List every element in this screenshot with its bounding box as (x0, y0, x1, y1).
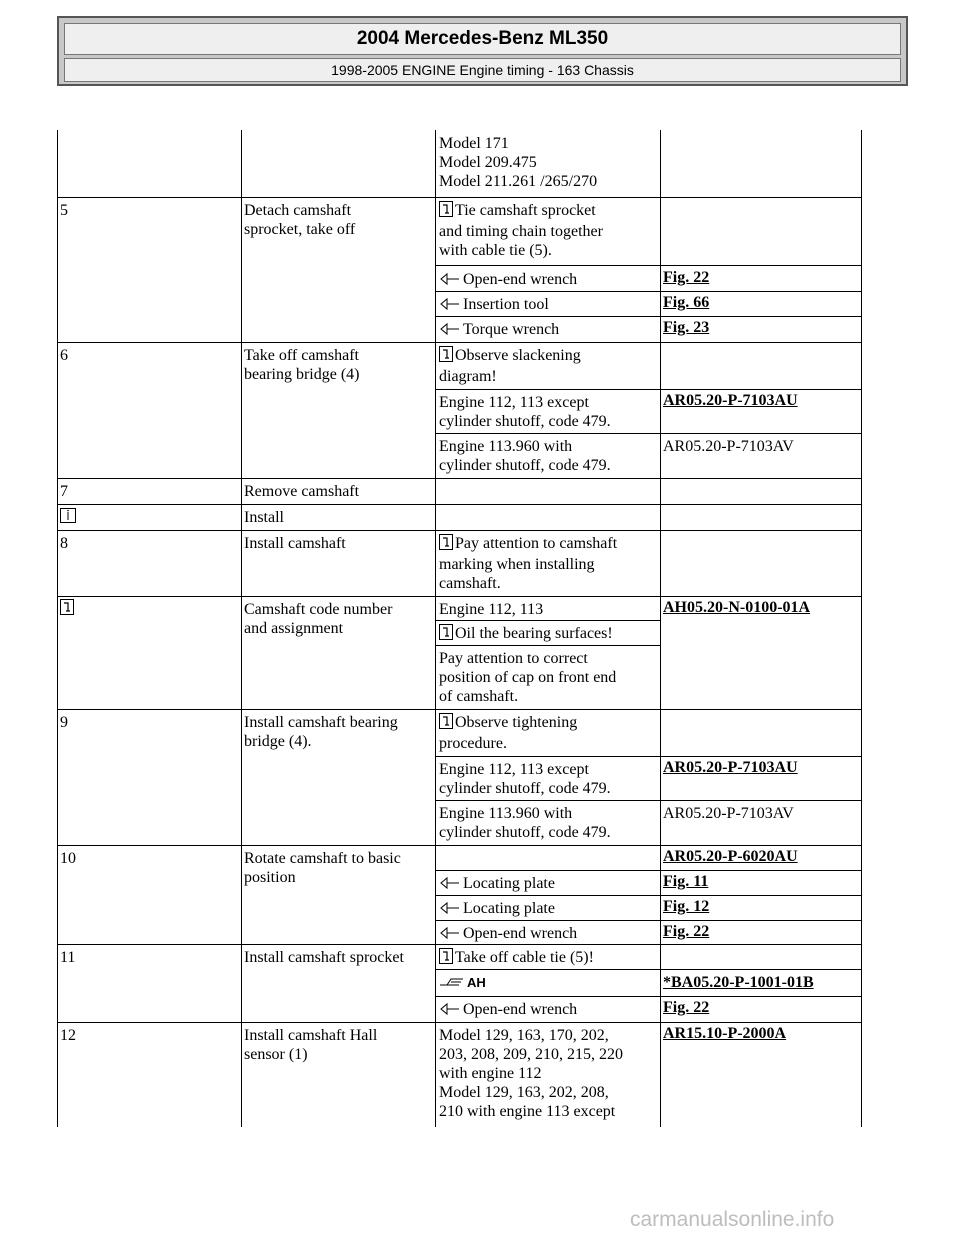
note-line: Observe tightening (455, 714, 578, 731)
info-icon (60, 508, 76, 528)
document-title: 2004 Mercedes-Benz ML350 (64, 23, 901, 55)
ah-link[interactable]: AH05.20-N-0100-01A (663, 599, 811, 616)
wrench-icon (439, 272, 461, 291)
figure-link[interactable] (663, 872, 708, 891)
engine-condition (439, 437, 611, 475)
note-icon (439, 624, 453, 645)
engine-condition: Engine 112, 113 (439, 601, 544, 618)
engine-condition (439, 804, 611, 842)
note-line: marking when installing (439, 556, 595, 573)
note-icon (439, 534, 453, 555)
note-icon (439, 713, 453, 734)
note (439, 948, 594, 969)
condition-line: Engine 112, 113 except (439, 761, 589, 778)
tool-label: Open-end wrench (463, 1001, 578, 1018)
note-icon (60, 599, 74, 620)
description-line: Install camshaft Hall (244, 1027, 378, 1044)
note (439, 649, 616, 706)
condition-line: cylinder shutoff, code 479. (439, 780, 611, 797)
tool-label: Open-end wrench (463, 925, 578, 942)
subrow-divider (57, 596, 862, 597)
row-divider (57, 709, 862, 710)
condition-line: Engine 113.960 with (439, 438, 573, 455)
step-number: 9 (60, 714, 68, 731)
reference-link[interactable] (663, 391, 798, 410)
figure-link[interactable] (663, 922, 709, 941)
fig-link[interactable]: Fig. 66 (663, 294, 710, 311)
note-line: Pay attention to camshaft (455, 535, 618, 552)
row-divider (57, 342, 862, 343)
step-description: Install camshaft (244, 535, 346, 552)
step-description (244, 849, 401, 887)
note-line: Take off cable tie (5)! (455, 949, 594, 966)
section-label: Install (244, 509, 284, 526)
step-description (244, 600, 392, 638)
fig-link[interactable]: Fig. 11 (663, 873, 709, 890)
condition-line: Engine 112, 113 except (439, 394, 589, 411)
description-line: Detach camshaft (244, 202, 352, 219)
note-line: camshaft. (439, 575, 501, 592)
model-line: Model 171 (439, 135, 509, 152)
subrow-divider (435, 291, 862, 292)
subrow-divider (435, 920, 862, 921)
description-line: bridge (4). (244, 733, 312, 750)
ah-label: AH (467, 975, 486, 990)
subrow-divider (435, 645, 660, 646)
pointing-hand-icon (439, 975, 465, 994)
wrench-icon (439, 926, 461, 945)
reference-link[interactable] (663, 758, 798, 777)
step-description (244, 713, 398, 751)
description-line: Install camshaft bearing (244, 714, 398, 731)
tool-entry (439, 1000, 577, 1021)
subrow-divider (435, 996, 862, 997)
figure-link[interactable] (663, 897, 709, 916)
note-line: of camshaft. (439, 688, 519, 705)
note-icon (439, 948, 453, 969)
condition-line: cylinder shutoff, code 479. (439, 824, 611, 841)
step-description: Install camshaft sprocket (244, 949, 404, 966)
tool-entry (439, 270, 577, 291)
ba-link[interactable]: *BA05.20-P-1001-01B (663, 974, 814, 991)
note-icon (439, 201, 453, 222)
wrench-icon (439, 297, 461, 316)
step-description (244, 346, 360, 384)
note-line: diagram! (439, 368, 497, 385)
tool-entry (439, 899, 555, 920)
note-line: Observe slackening (455, 347, 581, 364)
ar-link[interactable]: AR05.20-P-7103AU (663, 759, 798, 776)
column-divider (660, 130, 661, 1127)
document-header (57, 16, 908, 86)
row-divider (57, 504, 862, 505)
step-number: 12 (60, 1027, 76, 1044)
wrench-icon (439, 901, 461, 920)
model-line: Model 129, 163, 170, 202, (439, 1027, 609, 1044)
table-border-right (861, 130, 862, 1127)
step-number: 11 (60, 949, 76, 966)
description-line: sprocket, take off (244, 221, 356, 238)
note-line: and timing chain together (439, 223, 603, 240)
document-subtitle: 1998-2005 ENGINE Engine timing - 163 Chassis (64, 58, 901, 82)
note (439, 201, 603, 260)
subrow-divider (435, 800, 862, 801)
tool-label: Insertion tool (463, 296, 549, 313)
row-divider (57, 530, 862, 531)
note-line: Oil the bearing surfaces! (455, 625, 613, 642)
fig-link[interactable]: Fig. 22 (663, 923, 710, 940)
step-number: 5 (60, 202, 68, 219)
reference-link[interactable] (663, 1024, 786, 1043)
note-line: position of cap on front end (439, 669, 617, 686)
tool-entry (439, 924, 577, 945)
fig-link[interactable]: Fig. 12 (663, 898, 710, 915)
model-line: 210 with engine 113 except (439, 1103, 616, 1120)
row-divider (57, 197, 862, 198)
condition-line: cylinder shutoff, code 479. (439, 413, 611, 430)
figure-link[interactable] (663, 998, 709, 1017)
tool-label: Locating plate (463, 875, 555, 892)
subrow-divider (435, 895, 862, 896)
fig-link[interactable]: Fig. 22 (663, 269, 710, 286)
fig-link[interactable]: Fig. 23 (663, 319, 710, 336)
description-line: and assignment (244, 620, 344, 637)
tool-entry (439, 874, 555, 895)
step-description (244, 201, 355, 239)
model-line: Model 129, 163, 202, 208, (439, 1084, 609, 1101)
wrench-icon (439, 1002, 461, 1021)
tool-label: Locating plate (463, 900, 555, 917)
wrench-icon (439, 322, 461, 341)
engine-condition (439, 393, 611, 431)
figure-link[interactable] (663, 293, 709, 312)
wrench-icon (439, 876, 461, 895)
table-border-left (57, 130, 58, 1127)
description-line: Rotate camshaft to basic (244, 850, 401, 867)
subrow-divider (435, 870, 862, 871)
ar-link[interactable]: AR15.10-P-2000A (663, 1025, 787, 1042)
model-line: Model 211.261 /265/270 (439, 173, 598, 190)
note (439, 534, 617, 593)
tool-entry (439, 320, 559, 341)
row-divider (57, 845, 862, 846)
note (439, 624, 613, 645)
watermark: carmanualsonline.info (630, 1208, 835, 1231)
note-line: Pay attention to correct (439, 650, 588, 667)
description-line: Take off camshaft (244, 347, 359, 364)
note-line: Tie camshaft sprocket (455, 202, 596, 219)
tool-label: Open-end wrench (463, 271, 578, 288)
figure-link[interactable] (663, 268, 709, 287)
reference-link[interactable] (663, 973, 814, 992)
column-divider (241, 130, 242, 1127)
ar-link[interactable]: AR05.20-P-7103AU (663, 392, 798, 409)
fig-link[interactable]: Fig. 22 (663, 999, 710, 1016)
description-line: bearing bridge (4) (244, 366, 360, 383)
subrow-divider (435, 433, 862, 434)
subrow-divider (435, 969, 862, 970)
tool-label: Torque wrench (463, 321, 560, 338)
condition-line: cylinder shutoff, code 479. (439, 457, 611, 474)
subrow-divider (435, 620, 660, 621)
step-description (244, 1026, 377, 1064)
reference-text: AR05.20-P-7103AV (663, 805, 794, 822)
row-divider (57, 1022, 862, 1023)
model-line: 203, 208, 209, 210, 215, 220 (439, 1046, 623, 1063)
reference-link[interactable] (663, 598, 810, 617)
step-number: 7 (60, 483, 68, 500)
note-line: with cable tie (5). (439, 242, 552, 259)
ar-link[interactable]: AR05.20-P-6020AU (663, 848, 798, 865)
tool-entry (439, 295, 549, 316)
step-number: 8 (60, 535, 68, 552)
model-line: with engine 112 (439, 1065, 542, 1082)
reference-link[interactable] (663, 847, 798, 866)
note-line: procedure. (439, 735, 507, 752)
reference-text: AR05.20-P-7103AV (663, 438, 794, 455)
subrow-divider (435, 389, 862, 390)
ah-symbol (439, 973, 486, 994)
figure-link[interactable] (663, 318, 709, 337)
model-line: Model 209.475 (439, 154, 537, 171)
row-divider (57, 478, 862, 479)
step-number: 6 (60, 347, 68, 364)
note (439, 713, 577, 753)
engine-condition (439, 760, 611, 798)
condition-line: Engine 113.960 with (439, 805, 573, 822)
note (439, 346, 581, 386)
column-divider (435, 130, 436, 1127)
note-icon (439, 346, 453, 367)
description-line: position (244, 869, 296, 886)
subrow-divider (435, 756, 862, 757)
description-line: sensor (1) (244, 1046, 308, 1063)
description-line: Camshaft code number (244, 601, 393, 618)
subrow-divider (435, 316, 862, 317)
subrow-divider (435, 265, 862, 266)
step-description: Remove camshaft (244, 483, 360, 500)
step-number: 10 (60, 850, 76, 867)
model-list (439, 1026, 623, 1121)
model-list (439, 134, 597, 191)
